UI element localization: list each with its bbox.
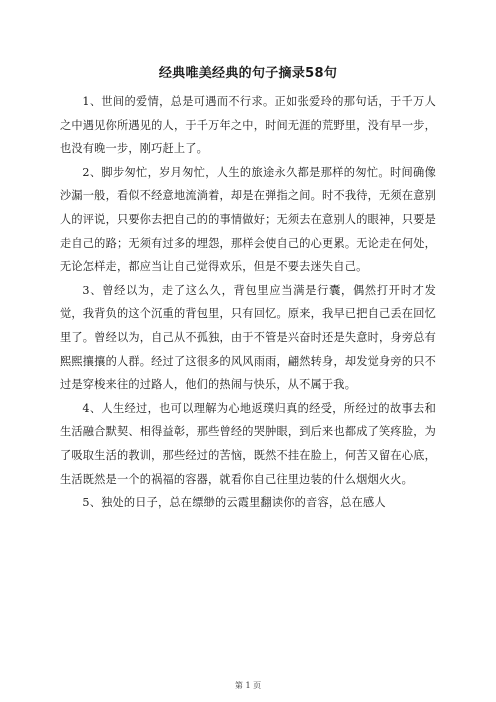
paragraph-4: 4、人生经过，也可以理解为心地返璞归真的经受，所经过的故事去和生活融合默契、相得益彰，那些曾经的哭肿眼，到后来也都成了笑疼脸，为了吸取生活的教训，那些经过的苦恼，既然不挂在脸上，何苦又留在心底，生活既然是一个的祸福的容器，就看你自己往里边装的什么烟烟火火。 <box>60 401 436 486</box>
paragraph-5: 5、独处的日子，总在缥缈的云霞里翻读你的音容，总在感人 <box>82 496 386 510</box>
page-number: 第 1 页 <box>234 681 262 690</box>
paragraph-2: 2、脚步匆忙，岁月匆忙，人生的旅途永久都是那样的匆忙。时间确像沙漏一般，看似不经意地流淌着，却是在弹指之间。时不我待，无须在意别人的评说，只要你去把自己的的事情做好；无须去在意别人的眼神，只要是走自己的路；无须有过多的埋怨，那样会使自己的心更累。无论走在何处，无论怎样走，都应当让自己觉得欢乐，但是不要去迷失自己。 <box>60 165 436 274</box>
paragraph-1: 1、世间的爱情，总是可遇而不行求。正如张爱玲的那句话，于千万人之中遇见你所遇见的人，于千万年之中，时间无涯的荒野里，没有早一步，也没有晚一步，刚巧赶上了。 <box>60 95 436 156</box>
document-body <box>60 90 436 515</box>
document-title: 经典唯美经典的句子摘录58句 <box>158 66 338 81</box>
paragraph-3: 3、曾经以为，走了这么久，背包里应当满是行囊，偶然打开时才发觉，我背负的这个沉重的背包里，只有回忆。原来，我早已把自己丢在回忆里了。曾经以为，自己从不孤独，由于不管是兴奋时还是失意时，身旁总有熙熙攘攘的人群。经过了这很多的风风雨雨，翩然转身，却发觉身旁的只不过是穿梭来往的过路人，他们的热闹与快乐，从不属于我。 <box>60 283 436 392</box>
